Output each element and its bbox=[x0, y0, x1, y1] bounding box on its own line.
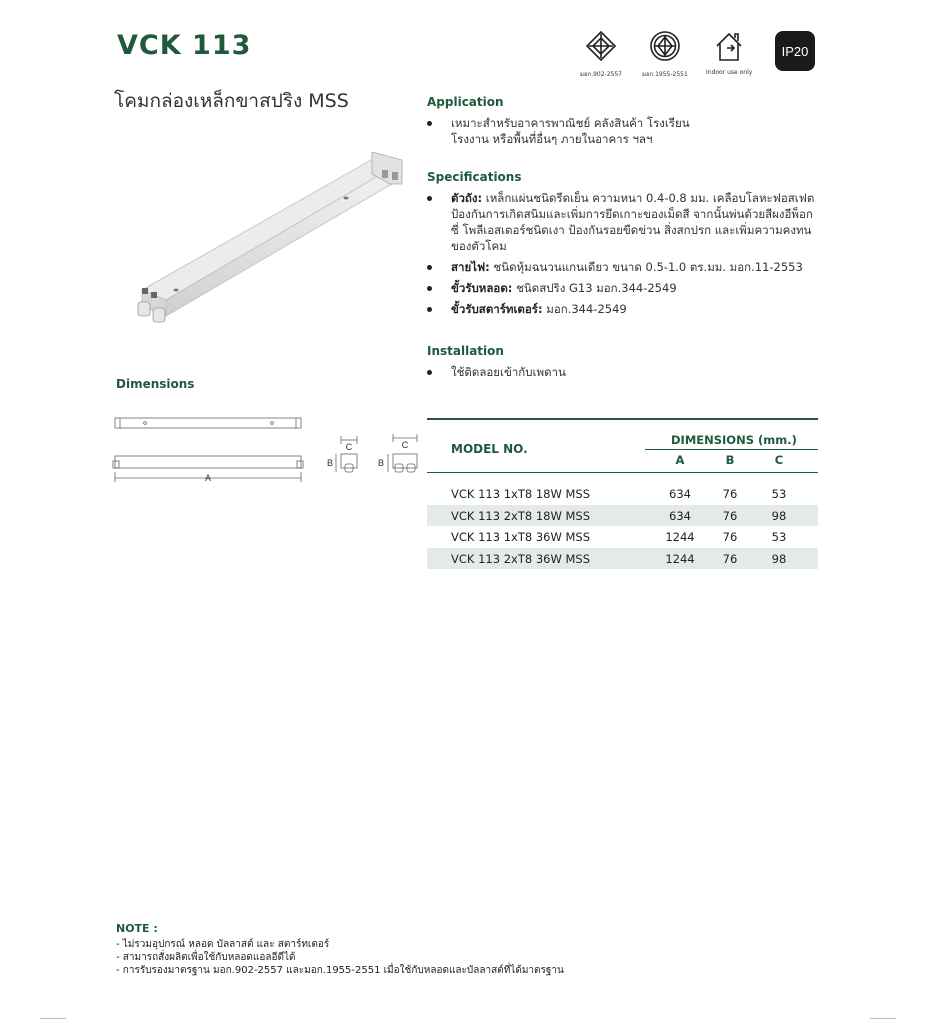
list-item bbox=[427, 364, 727, 380]
dim-c-cell: 98 bbox=[771, 551, 787, 566]
dimensions-table bbox=[427, 418, 818, 569]
dim-a-cell: 1244 bbox=[665, 551, 695, 566]
note-item: - สามารถสั่งผลิตเพื่อใช้กับหลอดแอลอีดีได้ bbox=[116, 952, 296, 963]
cert-indoor bbox=[706, 30, 752, 76]
bullet-icon bbox=[427, 370, 432, 375]
table-row bbox=[427, 505, 818, 527]
column-header-b: B bbox=[725, 453, 735, 467]
installation-heading: Installation bbox=[427, 344, 504, 358]
list-item bbox=[427, 259, 819, 275]
dimension-c-label: C bbox=[401, 440, 409, 450]
dimension-a-label: A bbox=[204, 473, 212, 483]
installation-list bbox=[427, 364, 727, 385]
table-header bbox=[427, 420, 818, 472]
crop-mark-left bbox=[40, 1018, 66, 1019]
tis-standard-icon bbox=[581, 30, 621, 64]
dim-b-cell: 76 bbox=[722, 551, 738, 566]
spec-text: เหล็กแผ่นชนิดรีดเย็น ความหนา 0.4-0.8 มม. เคลือบโลหะฟอสเฟต ป้องกันการเกิดสนิมและเพิ่มการยึดเกาะของเม็ดสี จากนั้นพ่นด้วยสีผงอีพ็อกซี่ โพลีเอสเตอร์ชนิดเงา ป้องกันรอยขีดข่วน สิ่งสกปรก และเพิ่มความคงทนของตัวโคม bbox=[451, 191, 815, 253]
list-item bbox=[427, 190, 819, 254]
list-item bbox=[427, 115, 717, 147]
section-view-double bbox=[375, 432, 423, 479]
dimension-b-label: B bbox=[326, 458, 334, 468]
column-header-a: A bbox=[675, 453, 685, 467]
note-item: - ไม่รวมอุปกรณ์ หลอด บัลลาสต์ และ สตาร์ทเตอร์ bbox=[116, 939, 330, 950]
spec-label: สายไฟ: bbox=[451, 260, 490, 274]
dim-c-cell: 98 bbox=[771, 508, 787, 523]
table-row bbox=[427, 483, 818, 505]
spec-text: มอก.344-2549 bbox=[546, 302, 627, 316]
spec-text: ชนิดสปริง G13 มอก.344-2549 bbox=[516, 281, 677, 295]
note-list bbox=[116, 938, 564, 977]
note-heading: NOTE : bbox=[116, 922, 158, 935]
cert-tis-902 bbox=[580, 30, 622, 79]
bullet-icon bbox=[427, 196, 432, 201]
dim-b-cell: 76 bbox=[722, 530, 738, 544]
model-column-header: MODEL NO. bbox=[451, 442, 528, 456]
model-cell: VCK 113 2xT8 36W MSS bbox=[451, 551, 590, 566]
indoor-house-icon bbox=[709, 30, 749, 64]
section-view-single bbox=[325, 434, 365, 479]
application-text: เหมาะสำหรับอาคารพาณิชย์ คลังสินค้า โรงเรียน โรงงาน หรือพื้นที่อื่นๆ ภายในอาคาร ฯลฯ bbox=[451, 116, 690, 146]
spec-label: ขั้วรับสตาร์ทเตอร์: bbox=[451, 302, 543, 316]
table-row bbox=[427, 548, 818, 570]
bullet-icon bbox=[427, 286, 432, 291]
ip-rating-badge: IP20 bbox=[775, 31, 815, 71]
cert-caption: มอก.1955-2551 bbox=[642, 71, 688, 78]
column-header-c: C bbox=[774, 453, 784, 467]
cert-caption: มอก.902-2557 bbox=[580, 71, 622, 78]
dim-b-cell: 76 bbox=[722, 487, 738, 501]
model-cell: VCK 113 2xT8 18W MSS bbox=[451, 508, 590, 523]
tis-standard-circle-icon bbox=[645, 30, 685, 64]
model-cell: VCK 113 1xT8 36W MSS bbox=[451, 530, 590, 544]
cert-tis-1955 bbox=[642, 30, 688, 79]
bullet-icon bbox=[427, 265, 432, 270]
spec-text: ชนิดหุ้มฉนวนแกนเดียว ขนาด 0.5-1.0 ตร.มม. มอก.11-2553 bbox=[493, 260, 803, 274]
specifications-list bbox=[427, 190, 819, 322]
crop-mark-right bbox=[870, 1018, 896, 1019]
bullet-icon bbox=[427, 307, 432, 312]
dimension-c-label: C bbox=[345, 442, 353, 452]
cert-caption: Indoor use only bbox=[706, 69, 753, 76]
note-item: - การรับรองมาตรฐาน มอก.902-2557 และมอก.1955-2551 เมื่อใช้กับหลอดและบัลลาสต์ที่ได้มาตรฐาน bbox=[116, 965, 564, 976]
table-row bbox=[427, 526, 818, 548]
product-title: VCK 113 bbox=[117, 30, 252, 61]
list-item bbox=[427, 301, 819, 317]
list-item bbox=[427, 280, 819, 296]
installation-text: ใช้ติดลอยเข้ากับเพดาน bbox=[451, 365, 566, 379]
luminaire-image bbox=[120, 140, 420, 350]
top-view-drawing bbox=[112, 412, 312, 487]
dim-c-cell: 53 bbox=[771, 487, 787, 501]
dim-a-cell: 1244 bbox=[665, 530, 695, 544]
spec-label: ตัวถัง: bbox=[451, 191, 483, 205]
spec-label: ขั้วรับหลอด: bbox=[451, 281, 513, 295]
header-sub-rule bbox=[645, 449, 818, 450]
product-subtitle: โคมกล่องเหล็กขาสปริง MSS bbox=[114, 90, 349, 112]
dimensions-column-header: DIMENSIONS (mm.) bbox=[671, 433, 797, 447]
specifications-heading: Specifications bbox=[427, 170, 522, 184]
dim-a-cell: 634 bbox=[669, 508, 691, 523]
dim-c-cell: 53 bbox=[771, 530, 787, 544]
application-heading: Application bbox=[427, 95, 504, 109]
dimension-b-label: B bbox=[377, 458, 385, 468]
dim-a-cell: 634 bbox=[669, 487, 691, 501]
application-list bbox=[427, 115, 717, 152]
dimensions-heading: Dimensions bbox=[116, 377, 195, 391]
dim-b-cell: 76 bbox=[722, 508, 738, 523]
bullet-icon bbox=[427, 121, 432, 126]
model-cell: VCK 113 1xT8 18W MSS bbox=[451, 487, 590, 501]
